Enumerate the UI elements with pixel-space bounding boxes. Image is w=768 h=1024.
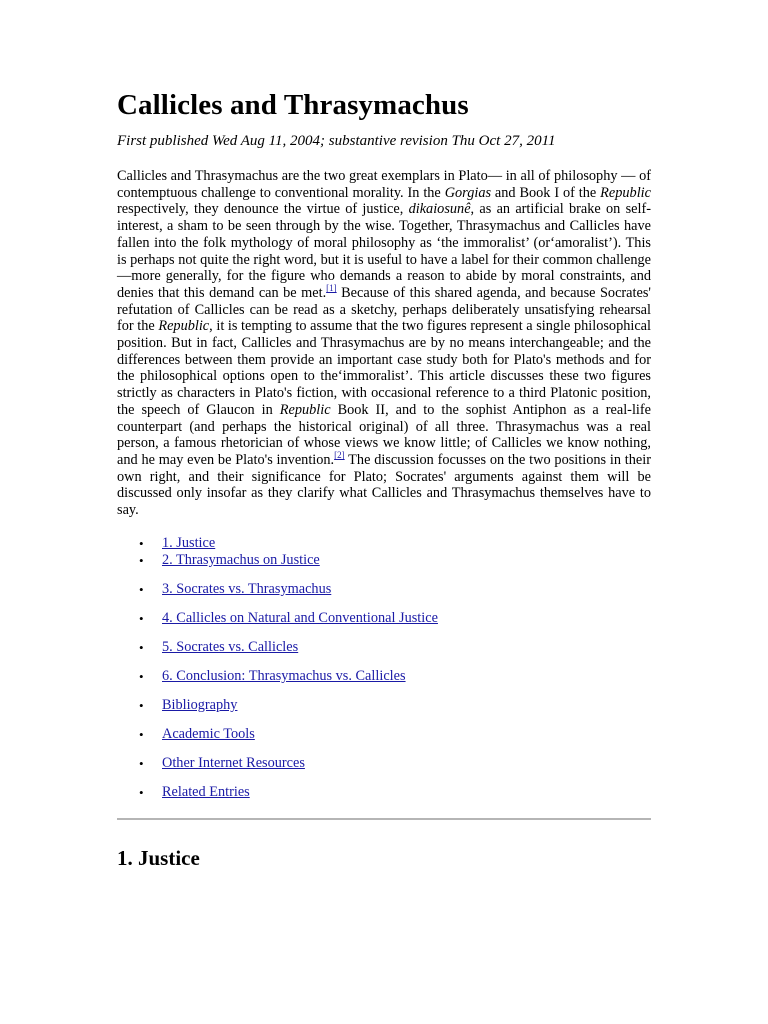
preamble-text: Callicles and Thrasymachus are the two great exemplars in Plato— in all of philosophy — of contemptuous challenge to conventional morality. In the: [117, 168, 651, 201]
toc-link-related-entries[interactable]: Related Entries: [162, 783, 250, 800]
bullet-icon: •: [139, 668, 144, 684]
bullet-icon: •: [139, 784, 144, 800]
bullet-icon: •: [139, 581, 144, 597]
footnote-marker: [326, 283, 337, 293]
greek-term-dikaiosune: dikaiosunê: [408, 201, 471, 218]
footnote-link-1[interactable]: [1]: [326, 283, 337, 294]
bullet-icon: •: [139, 726, 144, 742]
toc-link-thrasymachus-on-justice[interactable]: 2. Thrasymachus on Justice: [162, 551, 320, 568]
work-title-republic: Republic: [279, 401, 331, 418]
toc-item: [139, 610, 651, 627]
toc-item: [139, 755, 651, 772]
toc-link-justice[interactable]: 1. Justice: [162, 534, 216, 551]
preamble-text: Book II, and to the sophist Antiphon as a real-life counterpart (and perhaps the historical original) of all three. Thrasymachus was a real person, a famous rhetorician of whose views we know little; of Callicles we know nothing, and he may even be Plato's invention.: [117, 401, 651, 468]
toc-link-callicles-natural-conventional-justice[interactable]: 4. Callicles on Natural and Conventional Justice: [162, 609, 438, 626]
article-content: [117, 88, 651, 870]
toc-item: [139, 784, 651, 801]
bullet-icon: •: [139, 535, 144, 551]
toc-item: [139, 668, 651, 685]
work-title-republic: Republic: [158, 318, 210, 335]
toc-item: [139, 697, 651, 714]
toc-link-other-internet-resources[interactable]: Other Internet Resources: [162, 754, 305, 771]
toc-link-academic-tools[interactable]: Academic Tools: [162, 725, 255, 742]
toc-item: [139, 552, 651, 569]
section-divider: [117, 818, 651, 820]
preamble-text: and Book I of the: [491, 184, 601, 201]
bullet-icon: •: [139, 639, 144, 655]
bullet-icon: •: [139, 610, 144, 626]
bullet-icon: •: [139, 697, 144, 713]
footnote-marker: [334, 450, 345, 460]
toc-link-conclusion[interactable]: 6. Conclusion: Thrasymachus vs. Callicles: [162, 667, 406, 684]
table-of-contents: [117, 535, 651, 801]
preamble-text: The discussion focusses on the two positions in their own right, and their significance for Plato; Socrates' arguments against them will be discussed only insofar as they clarify what Callicles and Thrasymachus themselves have to say.: [117, 451, 651, 519]
toc-item: [139, 726, 651, 743]
toc-link-bibliography[interactable]: Bibliography: [162, 696, 238, 713]
toc-item: [139, 581, 651, 598]
preamble-text: respectively, they denounce the virtue of justice,: [117, 201, 409, 218]
preamble-text: Because of this shared agenda, and because Socrates' refutation of Callicles can be read as a sketchy, perhaps deliberately unsatisfying rehearsal for the: [117, 284, 651, 335]
toc-link-socrates-vs-callicles[interactable]: 5. Socrates vs. Callicles: [162, 638, 299, 655]
page-title: Callicles and Thrasymachus: [117, 89, 469, 121]
section-heading-justice: 1. Justice: [117, 845, 200, 870]
preamble-text: , as an artificial brake on self-interest, a sham to be seen through by the wise. Together, Thrasymachus and Callicles have fallen into the folk mythology of moral philosophy as ‘the immoralist’ (or‘amoralist’). This is perhaps not quite the right word, but it is useful to have a label for their common challenge —more generally, for the figure who demands a reason to abide by moral constraints, and denies that this demand can be met.: [117, 201, 651, 301]
toc-item: [139, 535, 651, 552]
work-title-gorgias: Gorgias: [444, 184, 492, 201]
preamble-paragraph: [117, 168, 651, 519]
bullet-icon: •: [139, 552, 144, 568]
bullet-icon: •: [139, 755, 144, 771]
work-title-republic: Republic: [600, 184, 651, 201]
footnote-link-2[interactable]: [2]: [334, 450, 345, 461]
preamble-text: , it is tempting to assume that the two figures represent a single philosophical position. But in fact, Callicles and Thrasymachus are by no means interchangeable; and the differences between them provide an important case study both for Plato's methods and for the philosophical options open to the‘immoralist’. This article discusses these two figures strictly as characters in Plato's fiction, with occasional reference to a third Platonic position, the speech of Glaucon in: [117, 318, 651, 418]
publication-info: First published Wed Aug 11, 2004; substantive revision Thu Oct 27, 2011: [117, 133, 556, 149]
toc-item: [139, 639, 651, 656]
toc-link-socrates-vs-thrasymachus[interactable]: 3. Socrates vs. Thrasymachus: [162, 580, 332, 597]
